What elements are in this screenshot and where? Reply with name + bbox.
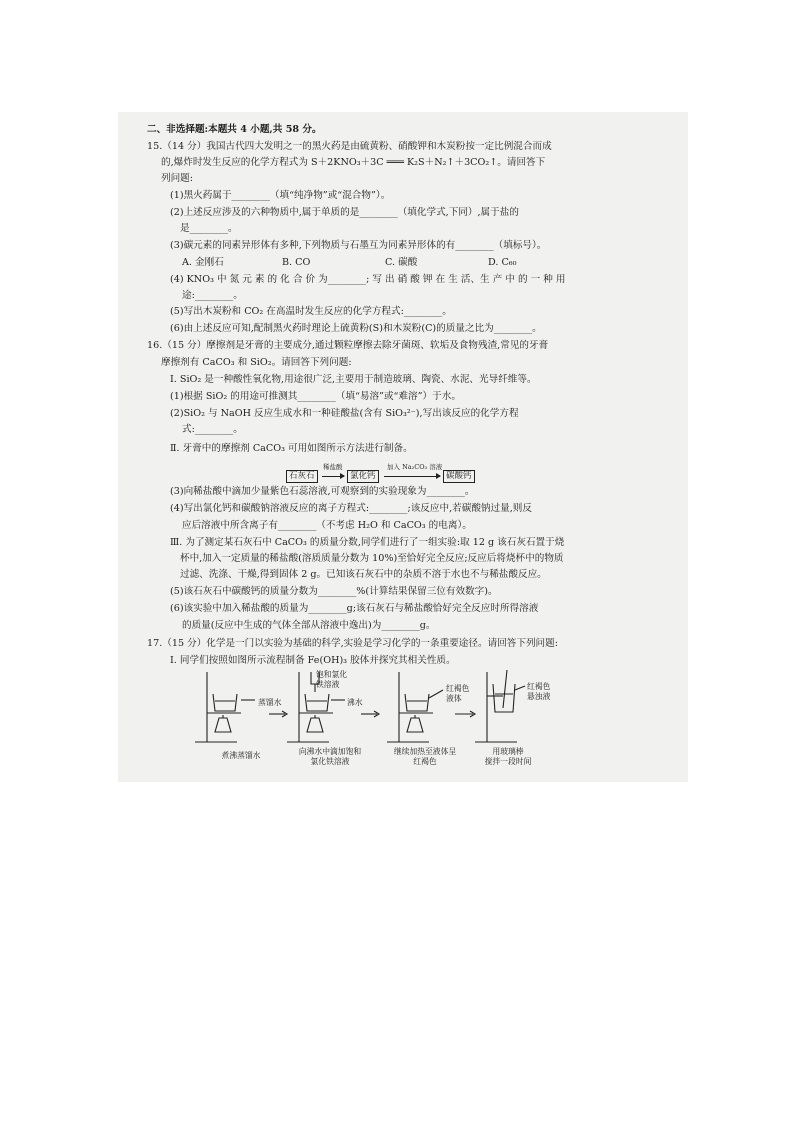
q16-line-1: 摩擦剂有 CaCO₃ 和 SiO₂。请回答下列问题: <box>161 357 352 368</box>
q15-option-d: D. C₆₀ <box>488 257 517 268</box>
q16-line-15: 的质量(反应中生成的气体全部从溶液中逸出)为________g。 <box>182 620 436 631</box>
q15-line-10: (6)由上述反应可知,配制黑火药时理论上硫黄粉(S)和木炭粉(C)的质量之比为________。 <box>170 323 542 334</box>
label-fecl3-2: 铁溶液 <box>316 680 340 689</box>
q16-line-13: (5)该石灰石中碳酸钙的质量分数为________%(计算结果保留三位有效数字)。 <box>170 586 498 597</box>
q17-line-0: 17.（15 分）化学是一门以实验为基础的科学,实验是学习化学的一条重要途径。请回答下列问题: <box>147 638 558 649</box>
q15-line-4: (2)上述反应涉及的六种物质中,属于单质的是________（填化学式,下同）,属于盐的 <box>170 207 519 218</box>
q15-line-7: (4) KNO₃ 中 氮 元 素 的 化 合 价 为________; 写 出 硝 酸 钾 在 生 活、生 产 中 的 一 种 用 <box>170 274 566 285</box>
q16-line-0: 16.（15 分）摩擦剂是牙膏的主要成分,通过颗粒摩擦去除牙菌斑、软垢及食物残渣,常见的牙膏 <box>147 340 549 351</box>
caption-4a: 用玻璃棒 <box>492 747 524 756</box>
flow-arrow-2-label: 加入 Na₂CO₃ 溶液 <box>387 463 443 471</box>
q16-line-14: (6)该实验中加入稀盐酸的质量为________g;该石灰石与稀盐酸恰好完全反应时所得溶液 <box>170 603 539 614</box>
q15-line-8: 途:________。 <box>182 290 243 301</box>
q15-line-2: 列问题: <box>161 173 194 184</box>
flow-arrow-2 <box>384 476 440 477</box>
label-fecl3-1: 饱和氯化 <box>316 670 348 679</box>
q16-line-6: Ⅱ. 牙膏中的摩擦剂 CaCO₃ 可用如图所示方法进行制备。 <box>170 443 413 454</box>
label-distilled-water: 蒸馏水 <box>258 698 282 707</box>
caption-3b: 红褐色 <box>413 757 437 766</box>
q16-line-8: (4)写出氯化钙和碳酸钠溶液反应的离子方程式:________;该反应中,若碳酸钠过量,则反 <box>170 503 532 514</box>
q15-option-a: A. 金刚石 <box>182 257 224 268</box>
q16-line-10: Ⅲ. 为了测定某石灰石中 CaCO₃ 的质量分数,同学们进行了一组实验:取 12 g 该石灰石置于烧 <box>170 537 565 548</box>
label-red-brown-1: 红褐色 <box>446 684 470 693</box>
q15-line-6: (3)碳元素的同素异形体有多种,下列物质与石墨互为同素异形体的有________（填标号）。 <box>170 240 547 251</box>
caption-1: 煮沸蒸馏水 <box>221 751 261 760</box>
q16-line-4: (2)SiO₂ 与 NaOH 反应生成水和一种硅酸盐(含有 SiO₃²⁻),写出该反应的化学方程 <box>170 408 519 419</box>
q15-option-b: B. CO <box>282 257 311 268</box>
label-suspension: 悬浊液 <box>527 692 551 701</box>
apparatus-4 <box>475 670 525 742</box>
colloid-apparatus-figure <box>185 668 585 750</box>
q16-line-11: 杯中,加入一定质量的稀盐酸(溶质质量分数为 10%)至恰好完全反应;反应后将烧杯中的物质 <box>180 553 564 564</box>
label-liquid: 液体 <box>446 694 462 703</box>
caption-3a: 继续加热至液体呈 <box>393 747 457 756</box>
q16-line-7: (3)向稀盐酸中滴加少量紫色石蕊溶液,可观察到的实验现象为________。 <box>170 486 475 497</box>
label-red-brown-2: 红褐色 <box>527 682 551 691</box>
q15-line-0: 15.（14 分）我国古代四大发明之一的黑火药是由硫黄粉、硝酸钾和木炭粉按一定比例混合而成 <box>147 141 552 152</box>
flow-box-calcium-carbonate: 碳酸钙 <box>443 470 475 483</box>
preparation-flow-diagram <box>286 464 536 486</box>
q16-line-5: 式:________。 <box>182 424 243 435</box>
flow-box-calcium-chloride: 氯化钙 <box>347 470 379 483</box>
q15-option-c: C. 碳酸 <box>385 257 418 268</box>
apparatus-1 <box>195 672 255 742</box>
q15-line-3: (1)黑火药属于________（填“纯净物”或“混合物”）。 <box>170 190 391 201</box>
label-boiling-water: 沸水 <box>347 698 363 707</box>
flow-arrow-1 <box>322 476 344 477</box>
q16-line-12: 过滤、洗涤、干燥,得到固体 2 g。已知该石灰石中的杂质不溶于水也不与稀盐酸反应。 <box>180 569 547 580</box>
q16-line-2: Ⅰ. SiO₂ 是一种酸性氧化物,用途很广泛,主要用于制造玻璃、陶瓷、水泥、光导纤维等。 <box>170 374 537 385</box>
q17-line-1: Ⅰ. 同学们按照如图所示流程制备 Fe(OH)₃ 胶体并探究其相关性质。 <box>170 655 456 666</box>
q16-line-9: 应后溶液中所含离子有________（不考虑 H₂O 和 CaCO₃ 的电离）。 <box>182 520 472 531</box>
caption-4b: 搅拌一段时间 <box>484 757 532 766</box>
q15-line-1: 的,爆炸时发生反应的化学方程式为 S＋2KNO₃＋3C ═══ K₂S＋N₂↑＋3CO₂↑。请回答下 <box>161 157 546 168</box>
q15-line-9: (5)写出木炭粉和 CO₂ 在高温时发生反应的化学方程式:________。 <box>170 306 452 317</box>
flow-box-limestone: 石灰石 <box>286 470 318 483</box>
flow-arrow-1-label: 稀盐酸 <box>323 463 343 471</box>
q15-line-5: 是________。 <box>180 223 238 234</box>
section-title: 二、非选择题:本题共 4 小题,共 58 分。 <box>147 124 322 135</box>
caption-2a: 向沸水中滴加饱和 <box>298 747 362 756</box>
caption-2b: 氯化铁溶液 <box>310 757 350 766</box>
apparatus-3 <box>387 672 443 742</box>
q16-line-3: (1)根据 SiO₂ 的用途可推测其________（填“易溶”或“难溶”）于水。 <box>170 391 461 402</box>
